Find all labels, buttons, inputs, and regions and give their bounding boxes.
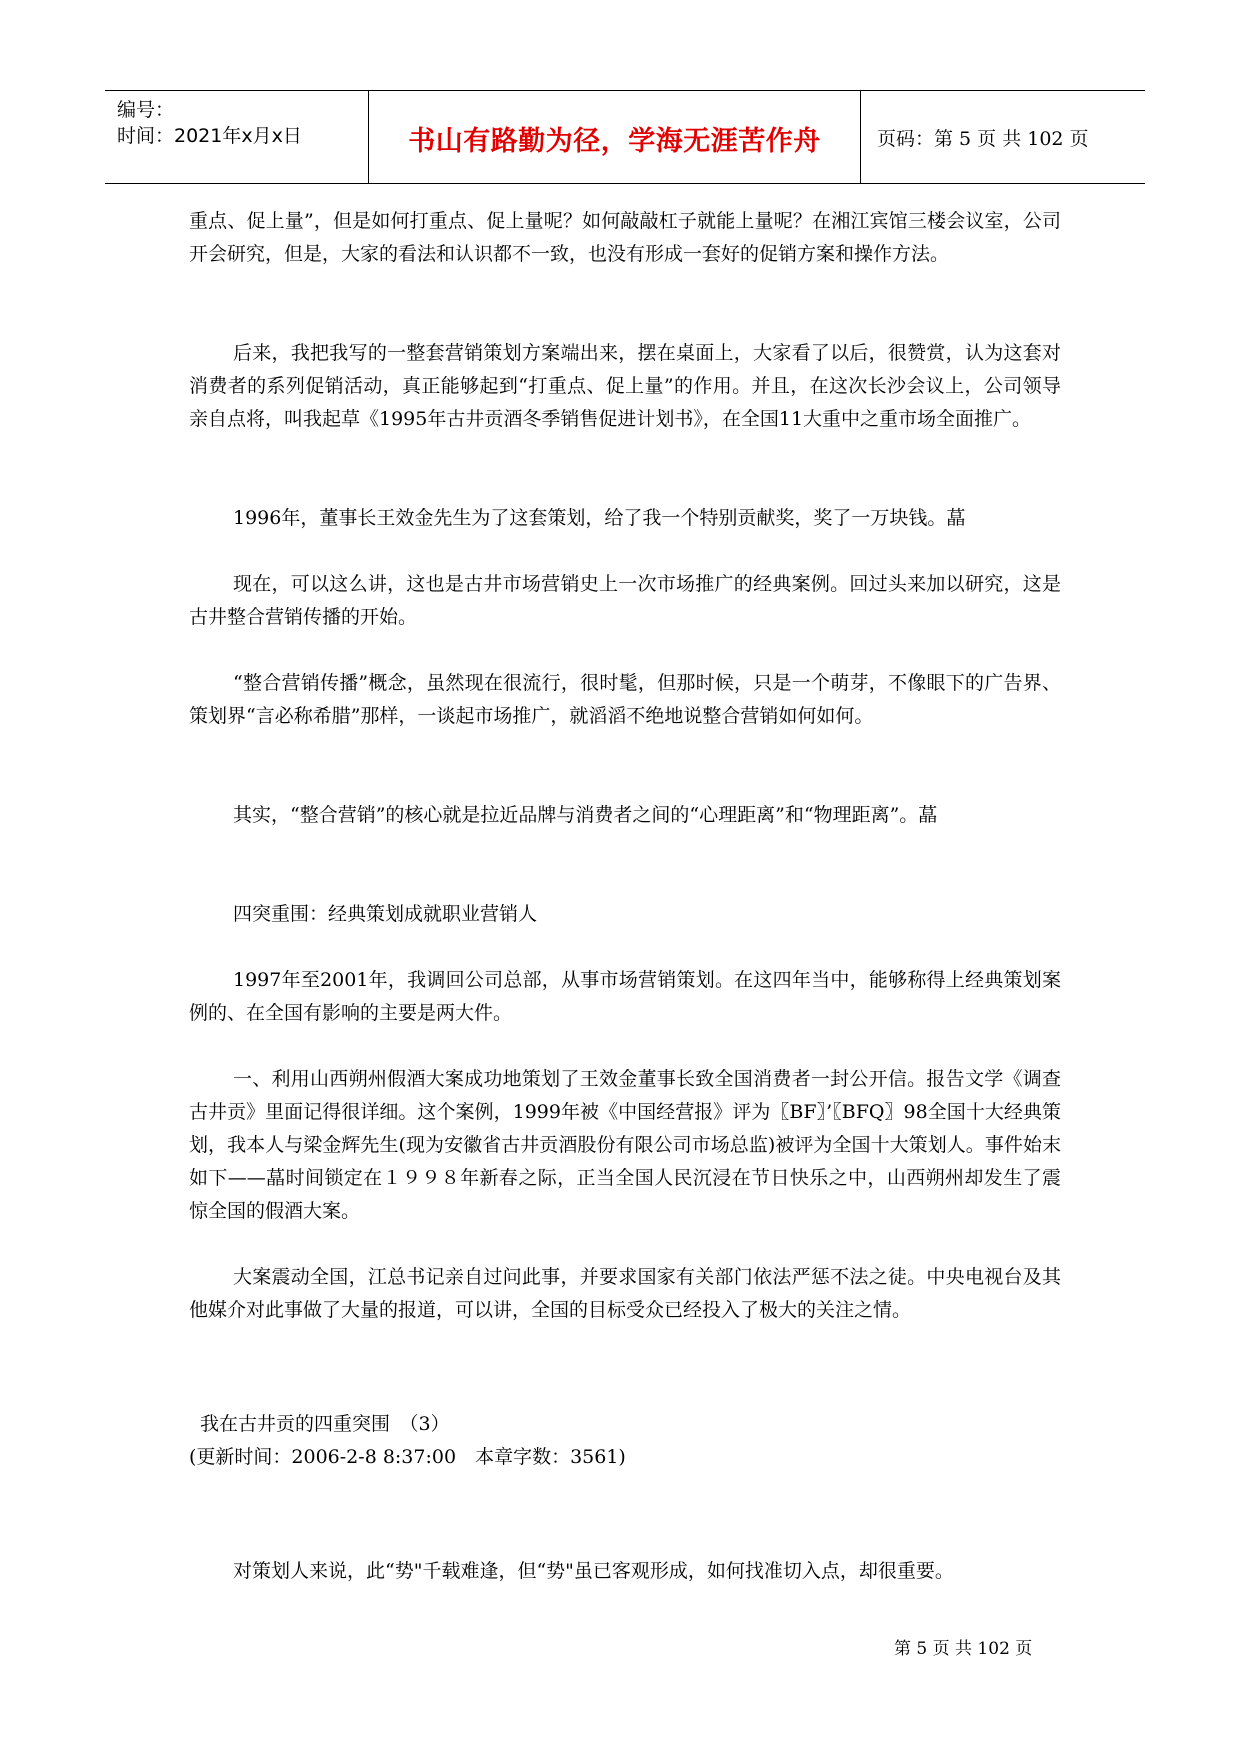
body-paragraph: 后来，我把我写的一整套营销策划方案端出来，摆在桌面上，大家看了以后，很赞赏，认为这套对消费者的系列促销活动，真正能够起到“打重点、促上量”的作用。并且，在这次长沙会议上，公司领导亲自点将，叫我起草《1995年古井贡酒冬季销售促进计划书》，在全国11大重中之重市场全面推广。 (189, 342, 1061, 430)
header-page-label: 页码：第 5 页 共 102 页 (877, 128, 1089, 150)
header-motto: 书山有路勤为径，学海无涯苦作舟 (408, 126, 821, 157)
body-paragraph: 其实，“整合营销”的核心就是拉近品牌与消费者之间的“心理距离”和“物理距离”。蕌 (233, 804, 938, 826)
body-paragraph: 对策划人来说，此“势"千载难逢，但“势"虽已客观形成，如何找准切入点，却很重要。 (233, 1560, 954, 1582)
document-header (105, 90, 1145, 184)
chapter-meta: (更新时间：2006-2-8 8:37:00 本章字数：3561) (189, 1446, 626, 1468)
section-heading: 四突重围：经典策划成就职业营销人 (233, 903, 538, 925)
document-time-label: 时间：2021年x月x日 (117, 125, 302, 147)
body-paragraph: 重点、促上量”，但是如何打重点、促上量呢？如何敲敲杠子就能上量呢？在湘江宾馆三楼会议室，公司开会研究，但是，大家的看法和认识都不一致，也没有形成一套好的促销方案和操作方法。 (189, 210, 1061, 265)
header-left-cell (105, 91, 368, 183)
body-paragraph: 1997年至2001年，我调回公司总部，从事市场营销策划。在这四年当中，能够称得上经典策划案例的、在全国有影响的主要是两大件。 (189, 969, 1061, 1024)
body-paragraph: 大案震动全国，江总书记亲自过问此事，并要求国家有关部门依法严惩不法之徒。中央电视台及其他媒介对此事做了大量的报道，可以讲，全国的目标受众已经投入了极大的关注之情。 (189, 1266, 1061, 1321)
body-paragraph: 一、利用山西朔州假酒大案成功地策划了王效金董事长致全国消费者一封公开信。报告文学《调查古井贡》里面记得很详细。这个案例，1999年被《中国经营报》评为〖BF〗’〖BFQ〗98全国十大经典策划，我本人与梁金辉先生(现为安徽省古井贡酒股份有限公司市场总监)被评为全国十大策划人。事件始末如下——蕌时间锁定在１９９８年新春之际，正当全国人民沉浸在节日快乐之中，山西朔州却发生了震惊全国的假酒大案。 (189, 1068, 1061, 1222)
chapter-title: 我在古井贡的四重突围 （3） (200, 1413, 450, 1435)
page-footer: 第 5 页 共 102 页 (894, 1639, 1033, 1659)
header-middle-cell (368, 91, 861, 183)
body-paragraph: 现在，可以这么讲，这也是古井市场营销史上一次市场推广的经典案例。回过头来加以研究，这是古井整合营销传播的开始。 (189, 573, 1061, 628)
body-paragraph: “整合营销传播”概念，虽然现在很流行，很时髦，但那时候，只是一个萌芽，不像眼下的广告界、策划界“言必称希腊”那样，一谈起市场推广，就滔滔不绝地说整合营销如何如何。 (189, 672, 1061, 727)
header-right-cell (861, 91, 1145, 183)
document-number-label: 编号： (117, 99, 175, 121)
body-paragraph: 1996年，董事长王效金先生为了这套策划，给了我一个特别贡献奖，奖了一万块钱。蕌 (233, 507, 966, 529)
